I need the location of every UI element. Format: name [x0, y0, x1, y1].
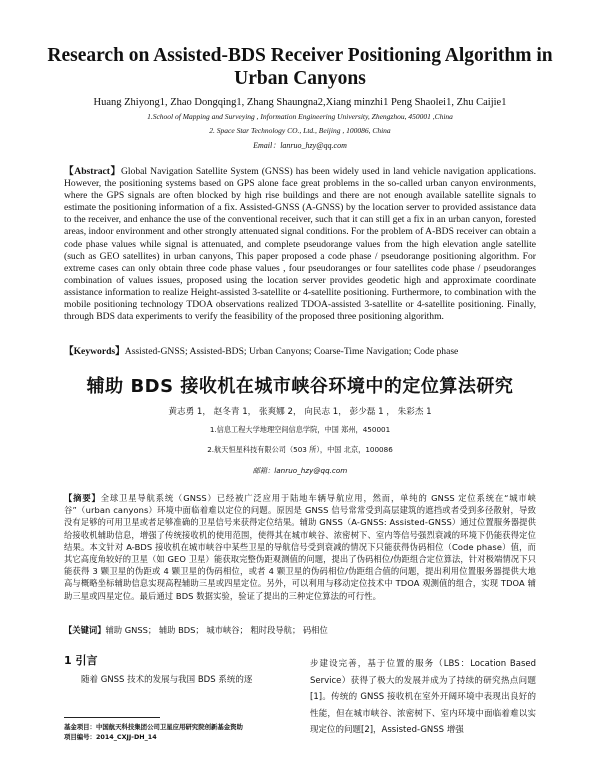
- footnote-project: 项目编号：2014_CXJJ-DH_14: [64, 733, 157, 741]
- chinese-affiliation-2: 2.航天恒星科技有限公司（503 所），中国 北京，100086: [207, 445, 393, 454]
- chinese-abstract-text: 全球卫星导航系统（GNSS）已经被广泛应用于陆地车辆导航应用，然而，单纯的 GNSS 定位系统在“城市峡谷”（urban canyons）环境中面临着难以定位的问题。原因是 GNSS 信号常常受到高层建筑的遮挡或者受到多径散射，导致没有足够的可用卫星或者足够准确的卫星信号来获得定位结果。辅助 GNSS（A-GNSS: Assisted-GNSS）通过位置服务器提供给接收机辅助信息，增强了传统接收机的使用范围，使得其在城市峡谷、浓密树下、室内等信号强烈衰减的环境下仍能获得定位结果。本文针对 A-BDS 接收机在城市峡谷中某些卫星的导航信号受到衰减的情况下只能获得伪码相位（Code phase）值，而其它高度角较好的卫星（如 GEO 卫星）能获取完整伪距观测值的问题，提出了伪码相位/伪距组合定位算法，针对极端情况下只能获得 3 颗卫星的伪距或 4 颗卫星的伪码相位，或者 4 颗卫星的伪码相位/伪距组合值的问题，提出利用位置服务器提供大地高与概略坐标辅助信息实现高程辅助三星或四星定位。另外，可以利用与移动定位技术中 TDOA 观测值的组合，实现 TDOA 辅助三星或四星定位。最后通过 BDS 数据实验，验证了提出的三种定位算法的可行性。: [64, 493, 536, 601]
- chinese-keywords-label: 【关键词】: [64, 625, 106, 635]
- english-affiliation-1: 1.School of Mapping and Surveying , Information Engineering University, Zhengzhou, 450001 ,China: [147, 112, 453, 121]
- english-keywords: [64, 346, 536, 358]
- english-email: Email：lanruo_hzy@qq.com: [253, 141, 347, 150]
- keywords-text: Assisted-GNSS; Assisted-BDS; Urban Canyons; Coarse-Time Navigation; Code phase: [124, 346, 459, 357]
- intro-right-paragraph: 步建设完善，基于位置的服务（LBS：Location Based Service）获得了极大的发展并成为了持续的研究热点问题[1]。传统的 GNSS 接收机在室外开阔环境中表现出良好的性能，但在城市峡谷、浓密树下、室内环境中面临着难以实现定位的问题[2]，Assisted-GNSS 增强: [310, 659, 536, 735]
- abstract-label: 【Abstract】: [64, 166, 121, 177]
- intro-left-paragraph: 随着 GNSS 技术的发展与我国 BDS 系统的逐: [81, 675, 253, 685]
- abstract-text: Global Navigation Satellite System (GNSS) has been widely used in land vehicle navigation applications. However, the positioning systems based on GPS alone face great problems in the so-called urban canyon environments, where the GPS signals are often blocked by high rise buildings and there are not enough available satellite signals to estimate the positioning information of a fix. Assisted-GNSS (A-GNSS) by the location server to provided assistance data to the receiver, and enhance the use of the conventional receiver, such that it can still get a fix in an urban canyon, forested areas, indoor environment and other strongly attenuated signal conditions. For the problem of A-BDS receiver can obtain a code phase values while signal is attenuated, and complete pseudorange values from the high elevation angle satellite (such as GEO satellites) in urban canyons, This paper proposed a code phase / pseudorange positioning algorithm. For extreme cases can only obtain three code phase values , four pseudoranges or four satellites code phase / pseudoranges combination of values issues, proposed using the location server provides geodetic high and approximate coordinate assistance information to realize Height-assisted 3-satellite or 4-satellite positioning. Furthermore, to combination with the mobile positioning technology TDOA observations realized TDOA-assisted 3-satellite or 4-satellite positioning. Finally, through BDS data experiments to verify the feasibility of the proposed three positioning algorithm.: [64, 166, 536, 323]
- chinese-affiliation-1: 1.信息工程大学地理空间信息学院，中国 郑州，450001: [209, 425, 391, 434]
- chinese-title: 辅助 BDS 接收机在城市峡谷环境中的定位算法研究: [86, 376, 514, 397]
- chinese-abstract: [64, 492, 536, 602]
- footnote-fund: 基金项目：中国航天科技集团公司卫星应用研究院创新基金资助: [64, 723, 243, 731]
- chinese-authors: 黄志勇 1， 赵冬青 1， 张爽娜 2， 向民志 1， 彭少磊 1 ， 朱彩杰 1: [168, 407, 432, 417]
- section-heading-introduction: 1 引言: [64, 654, 98, 667]
- english-abstract: [64, 166, 536, 323]
- english-title: Research on Assisted-BDS Receiver Positioning Algorithm in Urban Canyons: [47, 45, 553, 89]
- chinese-keywords-text: 辅助 GNSS； 辅助 BDS； 城市峡谷； 粗时段导航； 码相位: [105, 625, 328, 635]
- chinese-email: 邮箱：lanruo_hzy@qq.com: [252, 466, 348, 475]
- footnote-divider: [64, 717, 160, 718]
- english-authors: Huang Zhiyong1, Zhao Dongqing1, Zhang Shaungna2,Xiang minzhi1 Peng Shaolei1, Zhu Caijie1: [93, 97, 507, 108]
- keywords-label: 【Keywords】: [64, 346, 125, 357]
- english-affiliation-2: 2. Space Star Technology CO., Ltd., Beijing , 100086, China: [209, 126, 391, 135]
- chinese-keywords: [64, 624, 536, 636]
- chinese-abstract-label: 【摘要】: [64, 493, 101, 503]
